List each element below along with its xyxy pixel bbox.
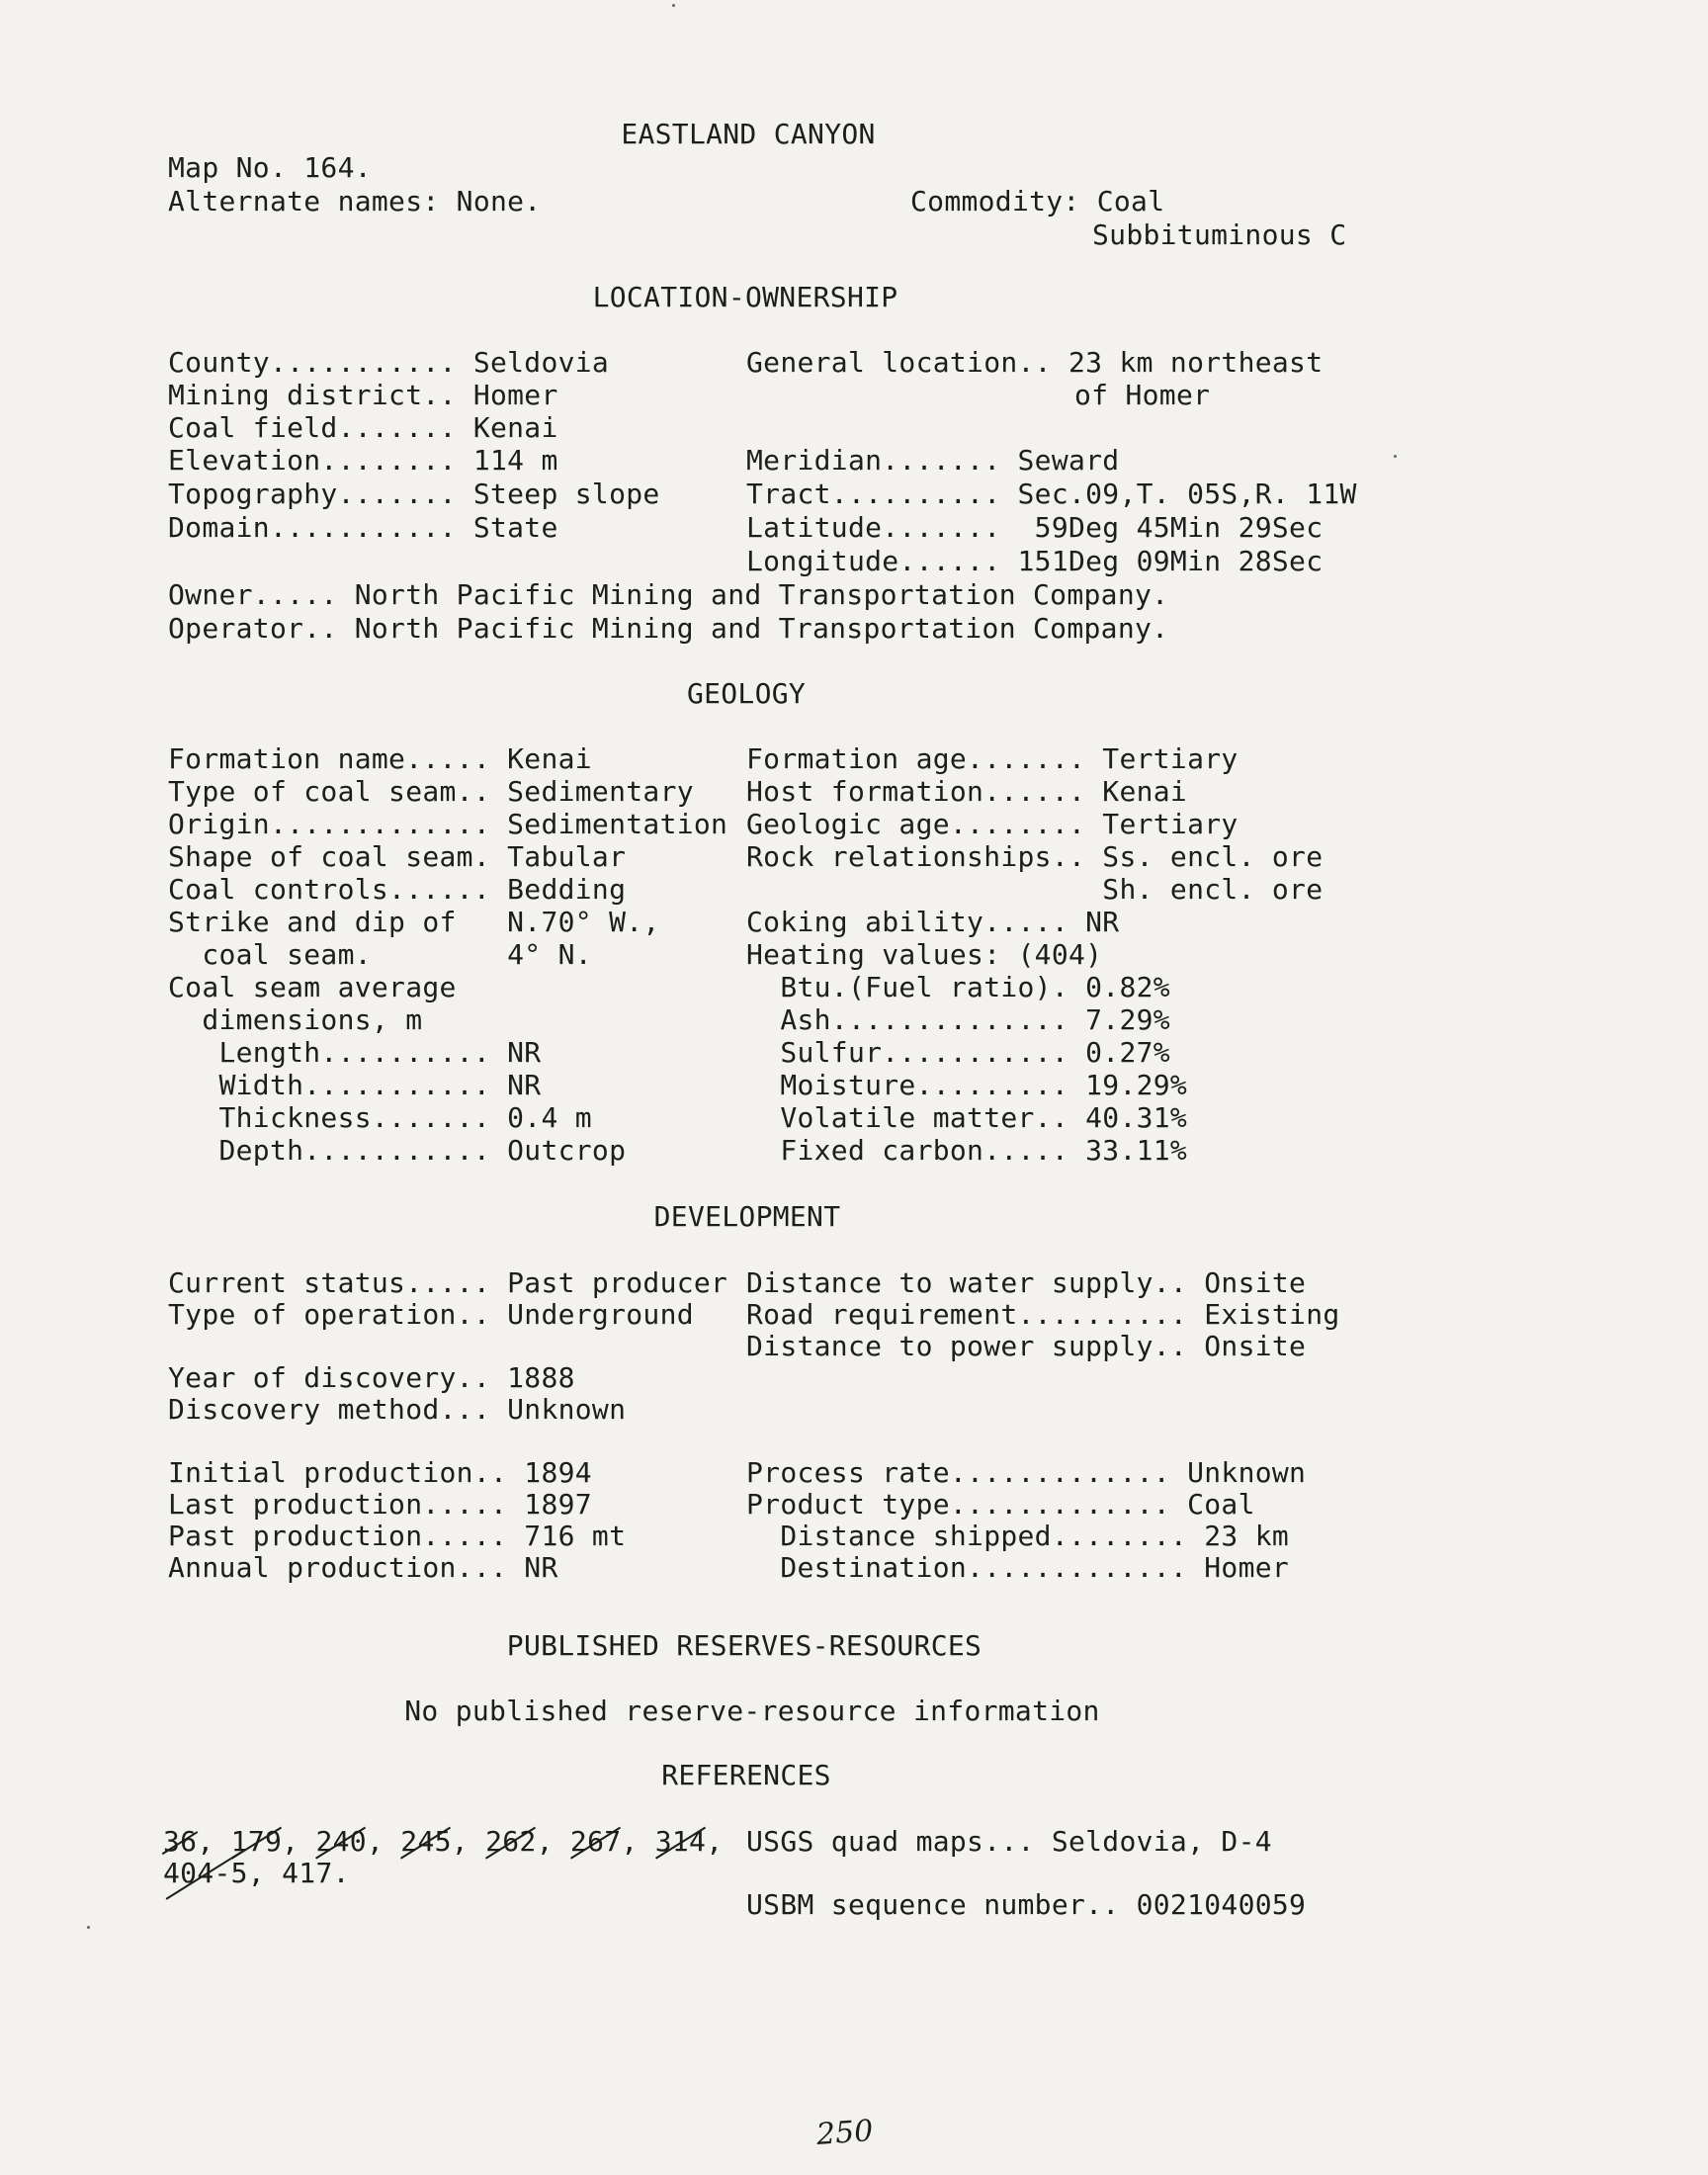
ref-remaining: 417. [282,1857,350,1889]
development-right-line: Distance to power supply.. Onsite [746,1330,1307,1362]
development-left-line: Discovery method... Unknown [168,1393,627,1426]
section-heading-references: REFERENCES [661,1759,831,1791]
operator-field: Operator.. North Pacific Mining and Transportation Company. [168,612,1169,645]
geology-left-line: Type of coal seam.. Sedimentary [168,775,694,808]
ref-crossed: 36 [163,1825,198,1858]
ref-crossed: 179 [230,1825,283,1858]
usgs-quad-maps: USGS quad maps... Seldovia, D-4 [746,1825,1272,1858]
section-heading-geology: GEOLOGY [686,677,807,710]
geology-right-line: Moisture......... 19.29% [746,1069,1188,1101]
geology-left-line: dimensions, m [168,1003,423,1036]
geology-right-line: Fixed carbon..... 33.11% [746,1134,1188,1167]
geology-left-line: coal seam. 4° N. [168,938,592,971]
geology-left-line: Coal seam average [168,971,457,1003]
development-left-line: Type of operation.. Underground [168,1298,694,1331]
general-location-field: General location.. 23 km northeast [746,346,1324,379]
latitude-field: Latitude....... 59Deg 45Min 29Sec [746,511,1324,544]
owner-field: Owner..... North Pacific Mining and Transportation Company. [168,578,1169,611]
development-left-line: Initial production.. 1894 [168,1456,592,1489]
domain-field: Domain........... State [168,511,558,544]
geology-right-line: Volatile matter.. 40.31% [746,1101,1188,1134]
geology-left-line: Depth........... Outcrop [168,1134,627,1167]
development-right-line: Process rate............. Unknown [746,1456,1307,1489]
map-number: Map No. 164. [168,151,372,184]
geology-left-line: Coal controls...... Bedding [168,873,627,906]
geology-right-line: Rock relationships.. Ss. encl. ore [746,840,1324,873]
county-field: County........... Seldovia [168,346,610,379]
development-right-line: Destination............. Homer [746,1551,1290,1584]
reference-list-line-2: 404-5, 417. [163,1857,350,1889]
development-left-line: Year of discovery.. 1888 [168,1361,575,1394]
mining-district-field: Mining district.. Homer [168,379,558,411]
geology-right-line: Formation age....... Tertiary [746,742,1238,775]
geology-left-line: Width........... NR [168,1069,542,1101]
development-left-line: Current status..... Past producer [168,1266,728,1299]
meridian-field: Meridian....... Seward [746,444,1120,477]
geology-right-line: Geologic age........ Tertiary [746,808,1238,840]
page-number: 250 [814,2114,875,2152]
elevation-field: Elevation........ 114 m [168,444,558,477]
development-left-line: Last production..... 1897 [168,1488,592,1521]
geology-left-line: Thickness....... 0.4 m [168,1101,592,1134]
ref-crossed: 314 [654,1825,707,1858]
geology-right-line: Btu.(Fuel ratio). 0.82% [746,971,1170,1003]
scan-speck [1394,455,1397,458]
geology-left-line: Length.......... NR [168,1036,542,1069]
geology-right-line: Ash.............. 7.29% [746,1003,1170,1036]
development-right-line: Road requirement.......... Existing [746,1298,1340,1331]
ref-crossed: 404-5 [163,1857,248,1889]
development-right-line: Distance shipped........ 23 km [746,1520,1290,1552]
geology-right-line: Heating values: (404) [746,938,1103,971]
alternate-names: Alternate names: None. [168,185,542,218]
commodity-type: Subbituminous C [1092,218,1347,251]
scan-speck [672,4,675,7]
development-left-line: Annual production... NR [168,1551,558,1584]
scan-speck [87,1926,90,1929]
reference-list-line-1: 36, 179, 240, 245, 262, 267, 314, [163,1825,724,1858]
section-heading-reserves: PUBLISHED RESERVES-RESOURCES [506,1629,982,1662]
tract-field: Tract.......... Sec.09,T. 05S,R. 11W [746,478,1357,510]
reserves-text: No published reserve-resource information [404,1695,1100,1727]
geology-right-line: Host formation...... Kenai [746,775,1188,808]
development-left-line: Past production..... 716 mt [168,1520,627,1552]
geology-left-line: Strike and dip of N.70° W., [168,906,660,938]
general-location-cont: of Homer [1074,379,1211,411]
ref-crossed: 240 [315,1825,367,1858]
section-heading-location: LOCATION-OWNERSHIP [592,281,898,313]
geology-right-line: Coking ability..... NR [746,906,1120,938]
geology-right-line: Sh. encl. ore [746,873,1324,906]
usbm-sequence-number: USBM sequence number.. 0021040059 [746,1888,1307,1921]
section-heading-development: DEVELOPMENT [653,1200,841,1233]
coal-field-field: Coal field....... Kenai [168,411,558,444]
longitude-field: Longitude...... 151Deg 09Min 28Sec [746,545,1324,577]
geology-left-line: Formation name..... Kenai [168,742,592,775]
topography-field: Topography....... Steep slope [168,478,660,510]
commodity: Commodity: Coal [910,185,1165,218]
geology-right-line: Sulfur........... 0.27% [746,1036,1170,1069]
development-right-line: Distance to water supply.. Onsite [746,1266,1307,1299]
development-right-line: Product type............. Coal [746,1488,1255,1521]
ref-crossed: 267 [569,1825,622,1858]
page-title: EASTLAND CANYON [621,118,876,150]
ref-crossed: 245 [400,1825,452,1858]
geology-left-line: Shape of coal seam. Tabular [168,840,627,873]
geology-left-line: Origin............. Sedimentation [168,808,728,840]
ref-crossed: 262 [485,1825,537,1858]
